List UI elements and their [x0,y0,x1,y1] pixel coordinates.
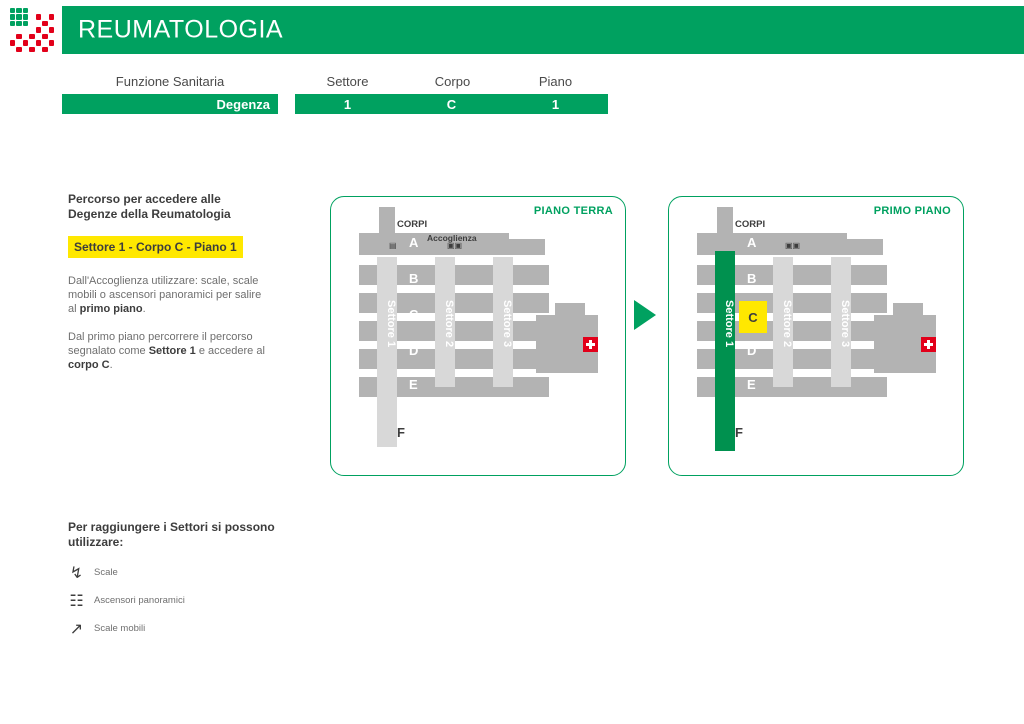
step1-prefix: Dall'Accoglienza utilizzare: scale, scale mobili o ascensori panoramici per salire al [68,275,262,315]
logo-cell [49,21,54,26]
hospital-cross-icon [583,337,598,352]
column-header-settore: Settore [326,74,369,89]
logo-cell [29,47,34,52]
corpo-letter-b: B [409,271,419,286]
logo-cell [42,27,47,32]
legend-item-scale [68,564,298,581]
map-first-floor [669,197,963,475]
header-bar [62,6,1024,54]
value-funzione-sanitaria: Degenza [62,94,278,114]
access-legend [68,520,298,648]
logo-cell [16,40,21,45]
corpo-letter-d: D [409,343,419,358]
logo-cell [29,34,34,39]
logo-cell [36,40,41,45]
step2-bold-sector: Settore 1 [148,345,196,357]
sector-label-3: Settore 3 [839,300,851,348]
column-header-funzione-sanitaria: Funzione Sanitaria [115,74,225,89]
logo-cell [29,27,34,32]
corpo-letter-e: E [747,377,756,392]
logo-cell [36,47,41,52]
logo-cell [36,27,41,32]
column-header-piano: Piano [538,74,573,89]
logo-cell [23,47,28,52]
legend-item-scale-mobili [68,620,298,637]
logo-cell [10,40,15,45]
step1-bold: primo piano [79,303,143,315]
corpo-letter-f: F [397,425,405,440]
instructions-step-2 [68,330,268,372]
instructions-panel [68,192,268,386]
value-settore: 1 [343,96,352,112]
route-highlight-badge: Settore 1 - Corpo C - Piano 1 [68,236,243,258]
logo-cell [29,14,34,19]
panoramic-elevator-icon: ☷ [69,592,84,610]
logo-cell [23,27,28,32]
legend-label-scale: Scale [94,567,118,578]
escalator-icon: ▣▣ [785,241,801,250]
step2-prefix: Dal primo piano percorrere il percorso segnalato come [68,331,253,357]
corpo-letter-c: C [409,307,419,322]
accoglienza-label: Accoglienza [427,233,477,243]
legend-label-scale-mobili: Scale mobili [94,623,146,634]
access-legend-title: Per raggiungere i Settori si possono utilizzare: [68,520,275,549]
logo-cell [36,8,41,13]
logo-cell [16,27,21,32]
hospital-cross-icon [921,337,936,352]
escalator-icon: ▣▣ [447,241,463,250]
logo-cell [42,14,47,19]
logo-cell [16,21,21,26]
flow-arrow-icon [634,300,656,330]
logo-cell [42,8,47,13]
logo-cell [49,27,54,32]
map-title-first-floor: PRIMO PIANO [873,205,951,217]
step2-bold-corpo: corpo C [68,359,110,371]
value-corpo: C [446,96,457,112]
logo-cell [16,14,21,19]
sector-label-1: Settore 1 [385,300,397,348]
logo-cell [10,14,15,19]
legend-label-ascensori-panoramici: Ascensori panoramici [94,595,185,606]
legend-item-ascensori-panoramici [68,592,298,609]
logo-cell [23,40,28,45]
logo-cell [16,8,21,13]
corpo-letter-d: D [747,343,757,358]
escalator-icon: ↗ [69,620,84,638]
logo-cell [10,21,15,26]
corpo-letter-b: B [747,271,757,286]
stairs-icon: ↯ [69,564,84,582]
map-title-ground-floor: PIANO TERRA [533,205,613,217]
corpo-letter-a: A [747,235,757,250]
step1-suffix: . [142,303,146,315]
corpo-letter-c: C [748,309,758,325]
logo-cell [23,34,28,39]
logo-cell [23,8,28,13]
logo-cell [10,8,15,13]
corpo-letter-a: A [409,235,419,250]
column-header-corpo: Corpo [434,74,471,89]
map-panel-first-floor [668,196,964,476]
sector-label-3: Settore 3 [501,300,513,348]
logo-cell [42,40,47,45]
logo-cell [49,40,54,45]
logo-cell [29,21,34,26]
map-ground-floor [331,197,625,475]
logo-cell [10,27,15,32]
logo-cell [16,34,21,39]
page-title: REUMATOLOGIA [78,15,284,44]
logo-cell [29,8,34,13]
logo-cell [36,34,41,39]
sector-label-2: Settore 2 [781,300,793,348]
value-chip-group [295,94,608,114]
logo-cell [29,40,34,45]
logo-cell [10,47,15,52]
corpo-letter-f: F [735,425,743,440]
hospital-wing [893,303,923,321]
value-piano: 1 [551,96,560,112]
logo-cell [10,34,15,39]
logo-cell [49,34,54,39]
corpo-c-highlight [739,301,767,333]
corpo-letter-e: E [409,377,418,392]
logo-cell [49,14,54,19]
step2-mid: e accedere al [195,345,265,357]
logo-cell [42,34,47,39]
logo-cell [42,47,47,52]
corpi-label: CORPI [735,219,766,230]
logo-cell [16,47,21,52]
instructions-intro: Percorso per accedere alle Degenze della Reumatologia [68,192,231,221]
logo-cell [36,14,41,19]
step2-suffix: . [109,359,113,371]
logo-grid [10,8,54,52]
logo-cell [42,21,47,26]
logo-cell [23,14,28,19]
sector-label-1: Settore 1 [723,300,735,348]
instructions-step-1 [68,274,268,316]
logo-cell [49,8,54,13]
logo-cell [49,47,54,52]
hospital-wing [555,303,585,321]
logo-cell [36,21,41,26]
map-panel-ground-floor [330,196,626,476]
sector-label-2: Settore 2 [443,300,455,348]
logo-cell [23,21,28,26]
corpi-label: CORPI [397,219,428,230]
stairs-icon: ▤ [389,241,397,250]
